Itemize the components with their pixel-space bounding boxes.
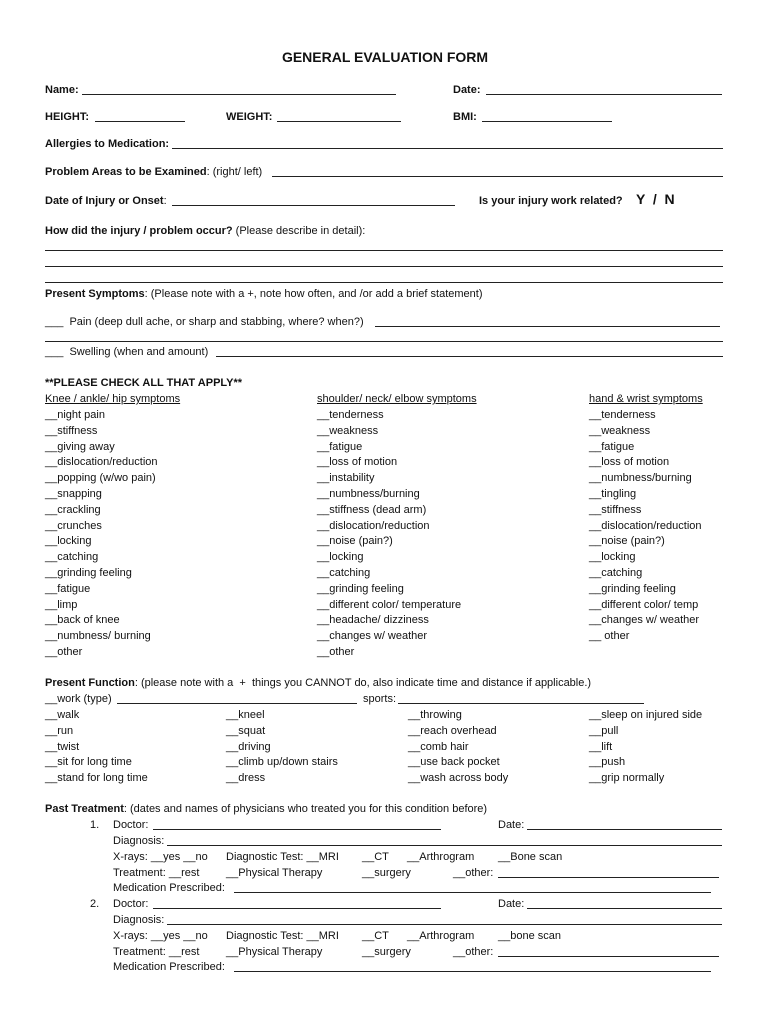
checklist-item[interactable]: __dislocation/reduction bbox=[45, 456, 158, 469]
entry-2-diagnosis-field[interactable] bbox=[167, 924, 722, 925]
function-item[interactable]: __stand for long time bbox=[45, 772, 148, 785]
function-item[interactable]: __wash across body bbox=[408, 772, 509, 785]
function-item[interactable]: __pull bbox=[589, 724, 619, 737]
checklist-item[interactable]: __other bbox=[45, 646, 83, 658]
checklist-item[interactable]: __numbness/burning bbox=[317, 488, 420, 500]
function-note: : (please note with a + things you CANNOT do, also indicate time and distance if applicable.) bbox=[134, 677, 592, 689]
symptoms-label: Present Symptoms bbox=[45, 288, 145, 300]
checklist-item[interactable]: __locking bbox=[589, 551, 636, 564]
symptoms-row bbox=[45, 288, 483, 301]
entry-1-medication-label: Medication Prescribed: bbox=[113, 882, 225, 894]
entry-1-xrays[interactable]: X-rays: __yes __no bbox=[113, 851, 208, 863]
entry-1-ct[interactable]: __CT bbox=[362, 851, 389, 863]
date-label: Date: bbox=[453, 84, 481, 96]
checklist-item[interactable]: __tingling bbox=[589, 488, 637, 500]
how-occur-line-2[interactable] bbox=[45, 266, 723, 267]
work-type-label: __work (type) bbox=[45, 693, 112, 705]
bmi-field[interactable] bbox=[482, 121, 612, 122]
name-label: Name: bbox=[45, 84, 79, 96]
entry-2-ct[interactable]: __CT bbox=[362, 930, 389, 942]
bmi-label: BMI: bbox=[453, 111, 477, 123]
function-item[interactable]: __climb up/down stairs bbox=[226, 756, 338, 769]
checklist-item[interactable]: __loss of motion bbox=[317, 456, 398, 469]
checklist-item[interactable]: __headache/ dizziness bbox=[317, 614, 429, 627]
function-item[interactable]: __lift bbox=[589, 740, 613, 753]
work-type-field[interactable] bbox=[117, 703, 357, 704]
checklist-item[interactable]: __crunches bbox=[45, 519, 102, 532]
checklist-item[interactable]: __fatigue bbox=[317, 440, 363, 453]
function-item[interactable]: __comb hair bbox=[408, 740, 469, 753]
function-row bbox=[45, 677, 591, 690]
entry-2-xrays[interactable]: X-rays: __yes __no bbox=[113, 930, 208, 942]
checklist-item[interactable]: __different color/ temperature bbox=[317, 598, 462, 611]
function-item[interactable]: __kneel bbox=[226, 709, 265, 721]
checklist-item[interactable]: __catching bbox=[589, 567, 643, 579]
checklist-item[interactable]: __crackling bbox=[45, 503, 101, 516]
function-item[interactable]: __run bbox=[45, 724, 74, 737]
treatment-note: : (dates and names of physicians who treated you for this condition before) bbox=[123, 803, 488, 815]
checklist-item[interactable]: __stiffness (dead arm) bbox=[317, 503, 427, 516]
function-item[interactable]: __reach overhead bbox=[408, 724, 497, 737]
entry-1-bone-scan[interactable]: __Bone scan bbox=[498, 851, 563, 863]
problem-areas-row bbox=[45, 166, 262, 179]
checklist-item[interactable]: __dislocation/reduction bbox=[317, 519, 430, 532]
function-label: Present Function bbox=[45, 677, 135, 689]
checklist-item[interactable]: __stiffness bbox=[589, 503, 642, 516]
function-item[interactable]: __walk bbox=[45, 709, 80, 721]
entry-1-arthrogram[interactable]: __Arthrogram bbox=[407, 851, 475, 863]
checklist-item[interactable]: __changes w/ weather bbox=[589, 614, 700, 627]
problem-areas-label: Problem Areas to be Examined bbox=[45, 166, 207, 178]
checklist-item[interactable]: __changes w/ weather bbox=[317, 630, 428, 643]
date-field[interactable] bbox=[486, 94, 722, 95]
yes-no-options[interactable]: Y / N bbox=[636, 191, 675, 207]
treatment-label: Past Treatment bbox=[45, 803, 124, 815]
checklist-item[interactable]: __noise (pain?) bbox=[589, 535, 665, 548]
entry-2-other-label: __other: bbox=[453, 946, 494, 958]
date-of-injury-label: Date of Injury or Onset bbox=[45, 195, 164, 207]
entry-1-date-label: Date: bbox=[498, 819, 525, 831]
function-item[interactable]: __dress bbox=[226, 772, 266, 785]
entry-2-physical-therapy[interactable]: __Physical Therapy bbox=[226, 946, 323, 958]
checklist-item[interactable]: __giving away bbox=[45, 440, 115, 453]
function-item[interactable]: __sleep on injured side bbox=[589, 709, 703, 721]
pain-field[interactable] bbox=[375, 326, 720, 327]
entry-1-diagnosis-label: Diagnosis: bbox=[113, 835, 165, 847]
entry-1-surgery[interactable]: __surgery bbox=[362, 867, 411, 879]
problem-areas-suffix: : (right/ left) bbox=[206, 166, 263, 178]
how-occur-note: (Please describe in detail): bbox=[232, 225, 366, 237]
how-occur-line-3[interactable] bbox=[45, 282, 723, 283]
checklist-heading: **PLEASE CHECK ALL THAT APPLY** bbox=[45, 377, 243, 389]
entry-1-doctor-field[interactable] bbox=[153, 829, 441, 830]
checklist-item[interactable]: __fatigue bbox=[45, 582, 91, 595]
date-of-injury-colon: : bbox=[163, 195, 167, 207]
how-occur-line-1[interactable] bbox=[45, 250, 723, 251]
entry-2-doctor-field[interactable] bbox=[153, 908, 441, 909]
checklist-item[interactable]: __weakness bbox=[589, 424, 651, 437]
entry-2-diagnosis-label: Diagnosis: bbox=[113, 914, 165, 926]
symptoms-note: : (Please note with a +, note how often, and /or add a brief statement) bbox=[144, 288, 483, 300]
entry-2-doctor-label: Doctor: bbox=[113, 898, 149, 910]
checklist-item[interactable]: __grinding feeling bbox=[317, 582, 404, 595]
function-item[interactable]: __sit for long time bbox=[45, 756, 132, 769]
checklist-item[interactable]: __grinding feeling bbox=[589, 582, 676, 595]
checklist-item[interactable]: __numbness/burning bbox=[589, 472, 692, 485]
height-field[interactable] bbox=[95, 121, 185, 122]
allergies-label: Allergies to Medication: bbox=[45, 138, 170, 150]
sports-field[interactable] bbox=[398, 703, 644, 704]
checklist-item[interactable]: __different color/ temp bbox=[589, 598, 699, 611]
checklist-item[interactable]: __tenderness bbox=[317, 409, 384, 421]
entry-1-physical-therapy[interactable]: __Physical Therapy bbox=[226, 867, 323, 879]
checklist-item[interactable]: __snapping bbox=[45, 488, 102, 500]
checklist-item[interactable]: __night pain bbox=[45, 409, 105, 421]
entry-2-medication-label: Medication Prescribed: bbox=[113, 961, 225, 973]
checklist-item[interactable]: __grinding feeling bbox=[45, 567, 132, 579]
problem-areas-field[interactable] bbox=[272, 176, 723, 177]
checklist-item[interactable]: __catching bbox=[317, 567, 371, 579]
checklist-item[interactable]: __loss of motion bbox=[589, 456, 670, 469]
checklist-item[interactable]: __popping (w/wo pain) bbox=[45, 472, 156, 485]
how-occur-label: How did the injury / problem occur? bbox=[45, 225, 233, 237]
entry-2-bone-scan[interactable]: __bone scan bbox=[498, 930, 561, 942]
entry-1-medication-field[interactable] bbox=[234, 892, 711, 893]
entry-2-other-field[interactable] bbox=[498, 956, 719, 957]
function-item[interactable]: __use back pocket bbox=[408, 756, 500, 769]
pain-label: ___ Pain (deep dull ache, or sharp and stabbing, where? when?) bbox=[45, 316, 364, 328]
pain-field-2[interactable] bbox=[45, 341, 723, 342]
function-item[interactable]: __twist bbox=[45, 740, 80, 753]
checklist-item[interactable]: __instability bbox=[317, 472, 375, 485]
entry-1-treatment[interactable]: Treatment: __rest bbox=[113, 867, 200, 879]
entry-1-doctor-label: Doctor: bbox=[113, 819, 149, 831]
entry-1-diagnosis-field[interactable] bbox=[167, 845, 722, 846]
checklist-item[interactable]: __limp bbox=[45, 598, 78, 611]
checklist-item[interactable]: __other bbox=[317, 646, 355, 658]
name-field[interactable] bbox=[82, 94, 396, 95]
checklist-item[interactable]: __stiffness bbox=[45, 424, 98, 437]
allergies-field[interactable] bbox=[172, 148, 723, 149]
swelling-field[interactable] bbox=[216, 356, 723, 357]
height-label: HEIGHT: bbox=[45, 111, 89, 123]
date-of-injury-row bbox=[45, 195, 167, 208]
knee-header: Knee / ankle/ hip symptoms bbox=[45, 393, 181, 405]
how-occur-row bbox=[45, 225, 365, 238]
shoulder-header: shoulder/ neck/ elbow symptoms bbox=[317, 393, 477, 405]
weight-label: WEIGHT: bbox=[226, 111, 273, 123]
date-of-injury-field[interactable] bbox=[172, 205, 455, 206]
function-item[interactable]: __driving bbox=[226, 740, 271, 753]
function-item[interactable]: __push bbox=[589, 756, 626, 769]
checklist-item[interactable]: __locking bbox=[45, 535, 92, 548]
entry-2-arthrogram[interactable]: __Arthrogram bbox=[407, 930, 475, 942]
entry-2-medication-field[interactable] bbox=[234, 971, 711, 972]
checklist-item[interactable]: __tenderness bbox=[589, 409, 656, 421]
swelling-label: ___ Swelling (when and amount) bbox=[45, 346, 209, 358]
checklist-item[interactable]: __noise (pain?) bbox=[317, 535, 393, 548]
checklist-item[interactable]: __numbness/ burning bbox=[45, 630, 151, 643]
page-title: GENERAL EVALUATION FORM bbox=[281, 49, 489, 65]
sports-label: sports: bbox=[363, 693, 397, 705]
entry-2-number: 2. bbox=[90, 898, 100, 910]
checklist-item[interactable]: __ other bbox=[589, 630, 630, 643]
checklist-item[interactable]: __weakness bbox=[317, 424, 379, 437]
checklist-item[interactable]: __locking bbox=[317, 551, 364, 564]
entry-2-treatment[interactable]: Treatment: __rest bbox=[113, 946, 200, 958]
treatment-row bbox=[45, 803, 487, 816]
checklist-item[interactable]: __back of knee bbox=[45, 614, 120, 627]
function-item[interactable]: __throwing bbox=[408, 709, 462, 721]
entry-1-number: 1. bbox=[90, 819, 100, 831]
entry-1-date-field[interactable] bbox=[527, 829, 722, 830]
weight-field[interactable] bbox=[277, 121, 401, 122]
function-item[interactable]: __squat bbox=[226, 724, 266, 737]
checklist-item[interactable]: __catching bbox=[45, 551, 99, 564]
entry-2-surgery[interactable]: __surgery bbox=[362, 946, 411, 958]
function-item[interactable]: __grip normally bbox=[589, 772, 665, 785]
entry-1-other-field[interactable] bbox=[498, 877, 719, 878]
checklist-item[interactable]: __fatigue bbox=[589, 440, 635, 453]
work-related-label: Is your injury work related? bbox=[479, 195, 623, 207]
hand-header: hand & wrist symptoms bbox=[589, 393, 703, 405]
entry-1-diag-test[interactable]: Diagnostic Test: __MRI bbox=[226, 851, 339, 863]
checklist-item[interactable]: __dislocation/reduction bbox=[589, 519, 702, 532]
entry-2-diag-test[interactable]: Diagnostic Test: __MRI bbox=[226, 930, 339, 942]
entry-2-date-label: Date: bbox=[498, 898, 525, 910]
entry-2-date-field[interactable] bbox=[527, 908, 722, 909]
entry-1-other-label: __other: bbox=[453, 867, 494, 879]
